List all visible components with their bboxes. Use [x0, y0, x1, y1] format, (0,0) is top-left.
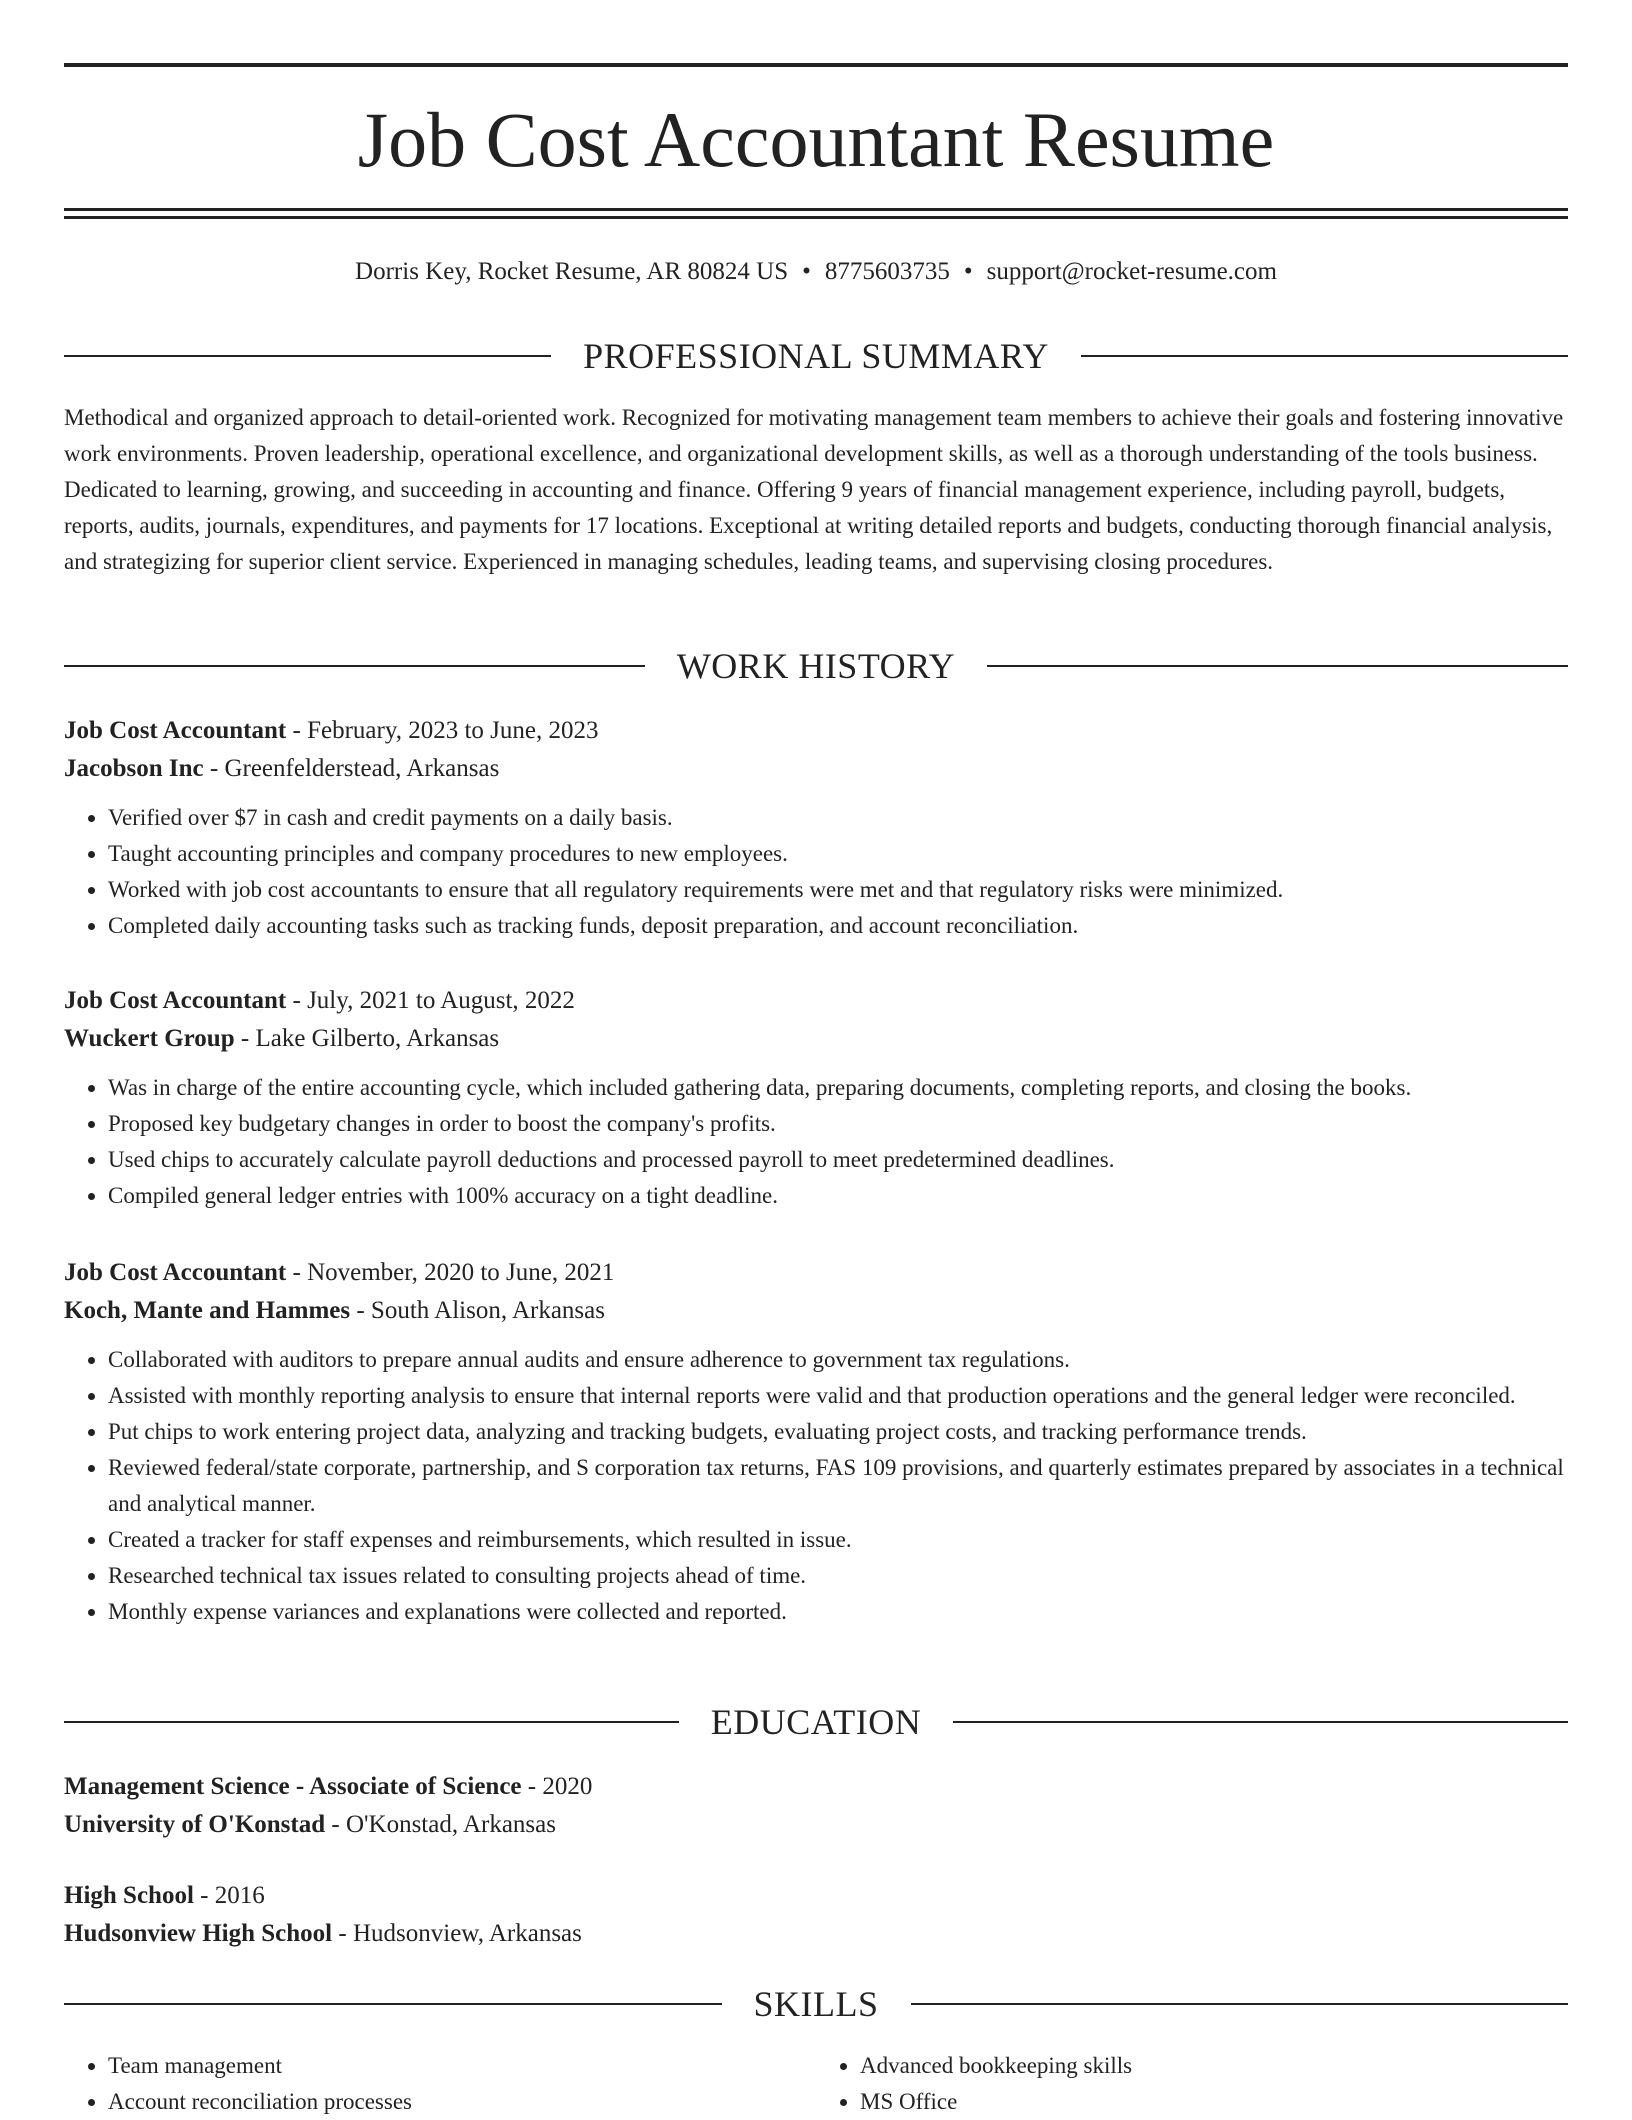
job-dates: - November, 2020 to June, 2021	[286, 1259, 615, 1286]
skills-list-right	[816, 2048, 1568, 2120]
skills-columns	[64, 2048, 1568, 2120]
school-line	[64, 1915, 1568, 1953]
school-line	[64, 1806, 1568, 1844]
section-title: EDUCATION	[710, 1702, 922, 1742]
list-item: • Monthly expense variances and explanations were collected and reported.	[108, 1594, 1568, 1630]
education-entry	[64, 1768, 1568, 1844]
section-title: SKILLS	[753, 1984, 879, 2024]
section-title: PROFESSIONAL SUMMARY	[583, 336, 1049, 376]
company-line	[64, 1020, 1568, 1058]
list-item: • Reviewed federal/state corporate, partnership, and S corporation tax returns, FAS 109 provisions, and quarterly estimates prepared by associates in a technical and analytical manner.	[108, 1450, 1568, 1522]
list-item: • Completed daily accounting tasks such as tracking funds, deposit preparation, and account reconciliation.	[108, 908, 1568, 944]
work-entry	[64, 712, 1568, 944]
work-entry	[64, 1254, 1568, 1630]
contact-separator: •	[963, 258, 973, 285]
degree-line	[64, 1768, 1568, 1806]
job-title: Job Cost Accountant	[64, 987, 287, 1014]
list-item: • Assisted with monthly reporting analysis to ensure that internal reports were valid and that production operations and the general ledger were reconciled.	[108, 1378, 1568, 1414]
job-title-line	[64, 982, 1568, 1020]
section-title: WORK HISTORY	[676, 646, 956, 686]
skills-list-left	[64, 2048, 816, 2120]
top-rule	[64, 63, 1568, 67]
heading-rule-left	[64, 665, 645, 667]
heading-rule-right	[911, 2003, 1569, 2005]
list-item: • Taught accounting principles and company procedures to new employees.	[108, 836, 1568, 872]
title-rule-lower	[64, 216, 1568, 219]
education-entry	[64, 1877, 1568, 1953]
work-entry	[64, 982, 1568, 1214]
skill-item: • Team management	[108, 2048, 816, 2084]
skill-item: • MS Office	[860, 2084, 1568, 2120]
school-location: - Hudsonview, Arkansas	[332, 1920, 582, 1947]
heading-rule-right	[953, 1721, 1568, 1723]
job-title: Job Cost Accountant	[64, 1259, 287, 1286]
list-item: • Used chips to accurately calculate payroll deductions and processed payroll to meet predetermined deadlines.	[108, 1142, 1568, 1178]
contact-line	[64, 255, 1568, 289]
school-location: - O'Konstad, Arkansas	[325, 1811, 556, 1838]
section-heading-summary	[64, 334, 1568, 378]
page-title: Job Cost Accountant Resume	[357, 96, 1275, 183]
list-item: • Verified over $7 in cash and credit payments on a daily basis.	[108, 800, 1568, 836]
list-item: • Collaborated with auditors to prepare annual audits and ensure adherence to government tax regulations.	[108, 1342, 1568, 1378]
company-location: - Greenfelderstead, Arkansas	[203, 755, 500, 782]
company-name: Koch, Mante and Hammes	[64, 1297, 351, 1324]
contact-separator: •	[802, 258, 811, 285]
summary-paragraph: Methodical and organized approach to detail-oriented work. Recognized for motivating management team members to achieve their goals and fostering innovative work environments. Proven leadership, operational excellence, and organizational development skills, as well as a thorough understanding of the tools business. Dedicated to learning, growing, and succeeding in accounting and finance. Offering 9 years of financial management experience, including payroll, budgets, reports, audits, journals, expenditures, and payments for 17 locations. Exceptional at writing detailed reports and budgets, conducting thorough financial analysis, and strategizing for superior client service. Experienced in managing schedules, leading teams, and supervising closing procedures.	[64, 405, 1564, 574]
company-line	[64, 1292, 1568, 1330]
section-heading-education	[64, 1700, 1568, 1744]
job-bullets	[64, 1342, 1568, 1630]
skill-item: • Account reconciliation processes	[108, 2084, 816, 2120]
company-name: Wuckert Group	[64, 1025, 235, 1052]
section-heading-work	[64, 644, 1568, 688]
job-title: Job Cost Accountant	[64, 717, 287, 744]
contact-phone: 8775603735	[824, 258, 950, 285]
job-dates: - February, 2023 to June, 2023	[286, 717, 599, 744]
list-item: • Put chips to work entering project data, analyzing and tracking budgets, evaluating project costs, and tracking performance trends.	[108, 1414, 1568, 1450]
heading-rule-left	[64, 1721, 679, 1723]
contact-email: support@rocket-resume.com	[986, 258, 1277, 285]
job-dates: - July, 2021 to August, 2022	[286, 987, 575, 1014]
company-location: - Lake Gilberto, Arkansas	[234, 1025, 500, 1052]
heading-rule-right	[987, 665, 1568, 667]
heading-rule-left	[64, 2003, 722, 2005]
degree: High School	[64, 1882, 194, 1909]
degree-line	[64, 1877, 1568, 1915]
degree-year: - 2016	[193, 1882, 265, 1909]
job-bullets	[64, 1070, 1568, 1214]
school-name: University of O'Konstad	[64, 1811, 326, 1838]
heading-rule-left	[64, 355, 551, 357]
list-item: • Worked with job cost accountants to ensure that all regulatory requirements were met and that regulatory risks were minimized.	[108, 872, 1568, 908]
job-bullets	[64, 800, 1568, 944]
title-rule-upper	[64, 208, 1568, 211]
list-item: • Researched technical tax issues related to consulting projects ahead of time.	[108, 1558, 1568, 1594]
degree-year: - 2020	[521, 1773, 593, 1800]
school-name: Hudsonview High School	[64, 1920, 333, 1947]
company-name: Jacobson Inc	[64, 755, 204, 782]
list-item: • Proposed key budgetary changes in order to boost the company's profits.	[108, 1106, 1568, 1142]
contact-address: Dorris Key, Rocket Resume, AR 80824 US	[355, 258, 789, 285]
skill-item: • Advanced bookkeeping skills	[860, 2048, 1568, 2084]
job-title-line	[64, 1254, 1568, 1292]
list-item: • Was in charge of the entire accounting cycle, which included gathering data, preparing documents, completing reports, and closing the books.	[108, 1070, 1568, 1106]
job-title-line	[64, 712, 1568, 750]
degree: Management Science - Associate of Science	[64, 1773, 522, 1800]
company-location: - South Alison, Arkansas	[350, 1297, 605, 1324]
section-heading-skills	[64, 1982, 1568, 2026]
list-item: • Compiled general ledger entries with 100% accuracy on a tight deadline.	[108, 1178, 1568, 1214]
list-item: • Created a tracker for staff expenses and reimbursements, which resulted in issue.	[108, 1522, 1568, 1558]
heading-rule-right	[1081, 355, 1568, 357]
company-line	[64, 750, 1568, 788]
